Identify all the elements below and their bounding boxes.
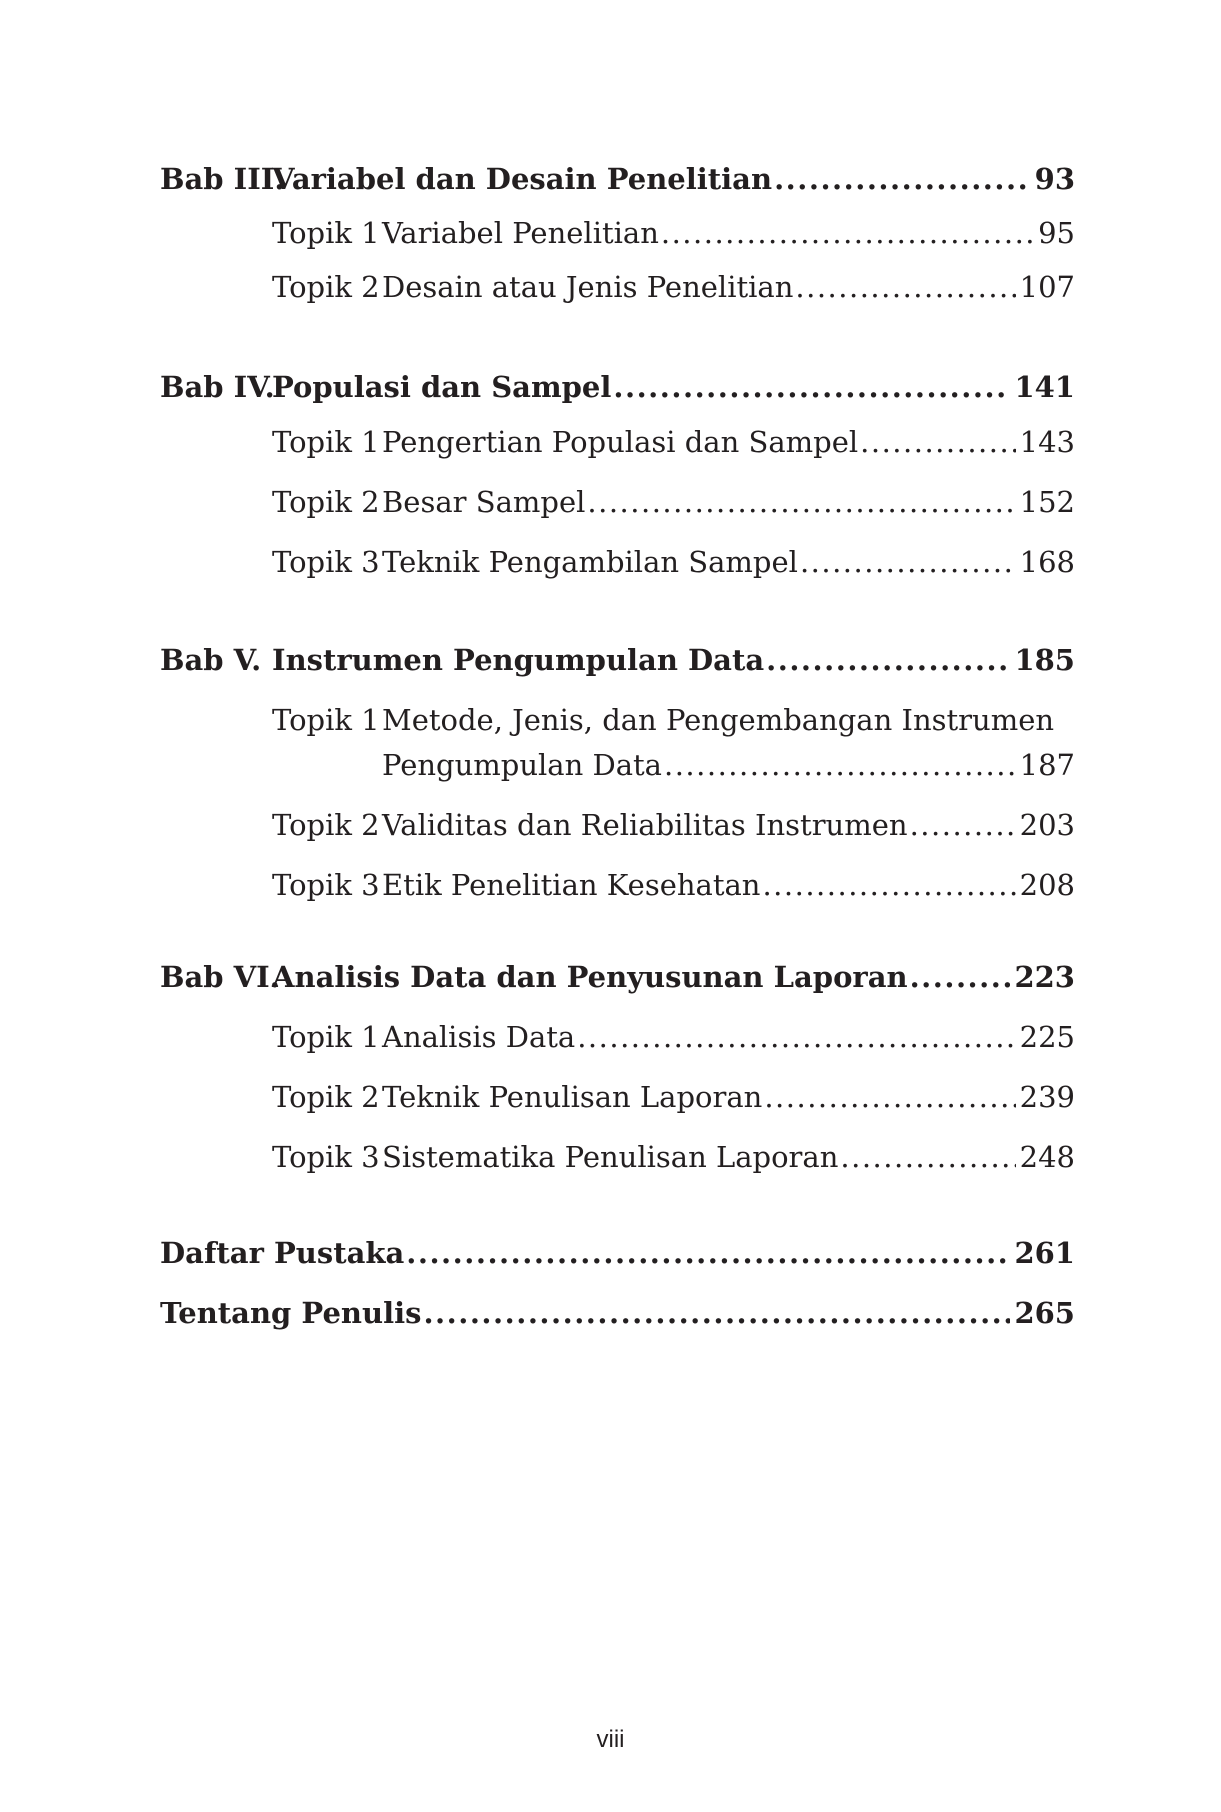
topic-label: Topik 3 — [272, 545, 380, 579]
topic-page-number: 95 — [1038, 216, 1075, 250]
topic-page-number: 208 — [1019, 868, 1075, 902]
topic-label: Topik 3 — [272, 868, 380, 902]
topic-page-number: 168 — [1019, 545, 1075, 579]
topic-label: Topik 1 — [272, 1020, 380, 1054]
toc-chapter-bab4[interactable] — [160, 370, 1075, 404]
chapter-title: Analisis Data dan Penyusunan Laporan — [272, 960, 908, 994]
toc-topic-continuation[interactable] — [160, 748, 1075, 782]
section-title: Daftar Pustaka — [160, 1236, 405, 1270]
toc-topic[interactable] — [160, 1080, 1075, 1114]
toc-chapter-bab5[interactable] — [160, 643, 1075, 677]
chapter-label: Bab IV. — [160, 370, 275, 404]
topic-page-number: 107 — [1019, 270, 1075, 304]
topic-page-number: 152 — [1019, 485, 1075, 519]
topic-title: Metode, Jenis, dan Pengembangan Instrumen — [382, 703, 1055, 737]
topic-title: Pengertian Populasi dan Sampel — [382, 425, 859, 459]
topic-title: Variabel Penelitian — [382, 216, 659, 250]
chapter-title: Populasi dan Sampel — [272, 370, 612, 404]
topic-label: Topik 2 — [272, 270, 380, 304]
toc-topic[interactable] — [160, 703, 1075, 737]
chapter-page-number: 223 — [1014, 960, 1075, 994]
toc-daftar-pustaka[interactable] — [160, 1236, 1075, 1270]
dot-leader — [774, 162, 1031, 196]
chapter-page-number: 93 — [1034, 162, 1075, 196]
section-page-number: 265 — [1014, 1296, 1075, 1330]
toc-chapter-bab6[interactable] — [160, 960, 1075, 994]
topic-title: Desain atau Jenis Penelitian — [382, 270, 794, 304]
topic-title: Teknik Pengambilan Sampel — [382, 545, 798, 579]
toc-topic[interactable] — [160, 545, 1075, 579]
topic-title: Analisis Data — [382, 1020, 576, 1054]
topic-label: Topik 2 — [272, 1080, 380, 1114]
topic-page-number: 203 — [1019, 808, 1075, 842]
toc-topic[interactable] — [160, 1140, 1075, 1174]
topic-title: Besar Sampel — [382, 485, 586, 519]
topic-page-number: 225 — [1019, 1020, 1075, 1054]
dot-leader — [613, 370, 1010, 404]
chapter-title: Variabel dan Desain Penelitian — [272, 162, 773, 196]
dot-leader — [800, 545, 1016, 579]
dot-leader — [860, 425, 1016, 459]
topic-page-number: 187 — [1019, 748, 1075, 782]
chapter-page-number: 141 — [1014, 370, 1075, 404]
topic-title: Validitas dan Reliabilitas Instrumen — [382, 808, 908, 842]
chapter-page-number: 185 — [1014, 643, 1075, 677]
dot-leader — [577, 1020, 1015, 1054]
topic-label: Topik 3 — [272, 1140, 380, 1174]
toc-topic[interactable] — [160, 270, 1075, 304]
chapter-label: Bab V. — [160, 643, 262, 677]
topic-label: Topik 1 — [272, 425, 380, 459]
dot-leader — [587, 485, 1015, 519]
toc-topic[interactable] — [160, 1020, 1075, 1054]
toc-topic[interactable] — [160, 216, 1075, 250]
section-page-number: 261 — [1014, 1236, 1075, 1270]
chapter-title: Instrumen Pengumpulan Data — [272, 643, 765, 677]
dot-leader — [762, 868, 1015, 902]
topic-title: Sistematika Penulisan Laporan — [382, 1140, 839, 1174]
dot-leader — [423, 1296, 1010, 1330]
topic-page-number: 143 — [1019, 425, 1075, 459]
dot-leader — [766, 643, 1010, 677]
page-number-footer: viii — [596, 1726, 625, 1753]
dot-leader — [910, 808, 1016, 842]
section-title: Tentang Penulis — [160, 1296, 422, 1330]
toc-topic[interactable] — [160, 868, 1075, 902]
topic-page-number: 239 — [1019, 1080, 1075, 1114]
topic-label: Topik 2 — [272, 808, 380, 842]
dot-leader — [661, 216, 1034, 250]
toc-topic[interactable] — [160, 485, 1075, 519]
dot-leader — [764, 1080, 1015, 1114]
dot-leader — [840, 1140, 1015, 1174]
chapter-label: Bab VI. — [160, 960, 280, 994]
topic-title: Teknik Penulisan Laporan — [382, 1080, 763, 1114]
dot-leader — [795, 270, 1015, 304]
topic-label: Topik 1 — [272, 703, 380, 737]
topic-title-continued: Pengumpulan Data — [382, 748, 662, 782]
topic-title: Etik Penelitian Kesehatan — [382, 868, 761, 902]
topic-label: Topik 2 — [272, 485, 380, 519]
toc-topic[interactable] — [160, 425, 1075, 459]
dot-leader — [910, 960, 1011, 994]
topic-label: Topik 1 — [272, 216, 380, 250]
toc-chapter-bab3[interactable] — [160, 162, 1075, 196]
chapter-label: Bab III. — [160, 162, 285, 196]
topic-page-number: 248 — [1019, 1140, 1075, 1174]
dot-leader — [406, 1236, 1010, 1270]
toc-topic[interactable] — [160, 808, 1075, 842]
toc-tentang-penulis[interactable] — [160, 1296, 1075, 1330]
dot-leader — [664, 748, 1016, 782]
